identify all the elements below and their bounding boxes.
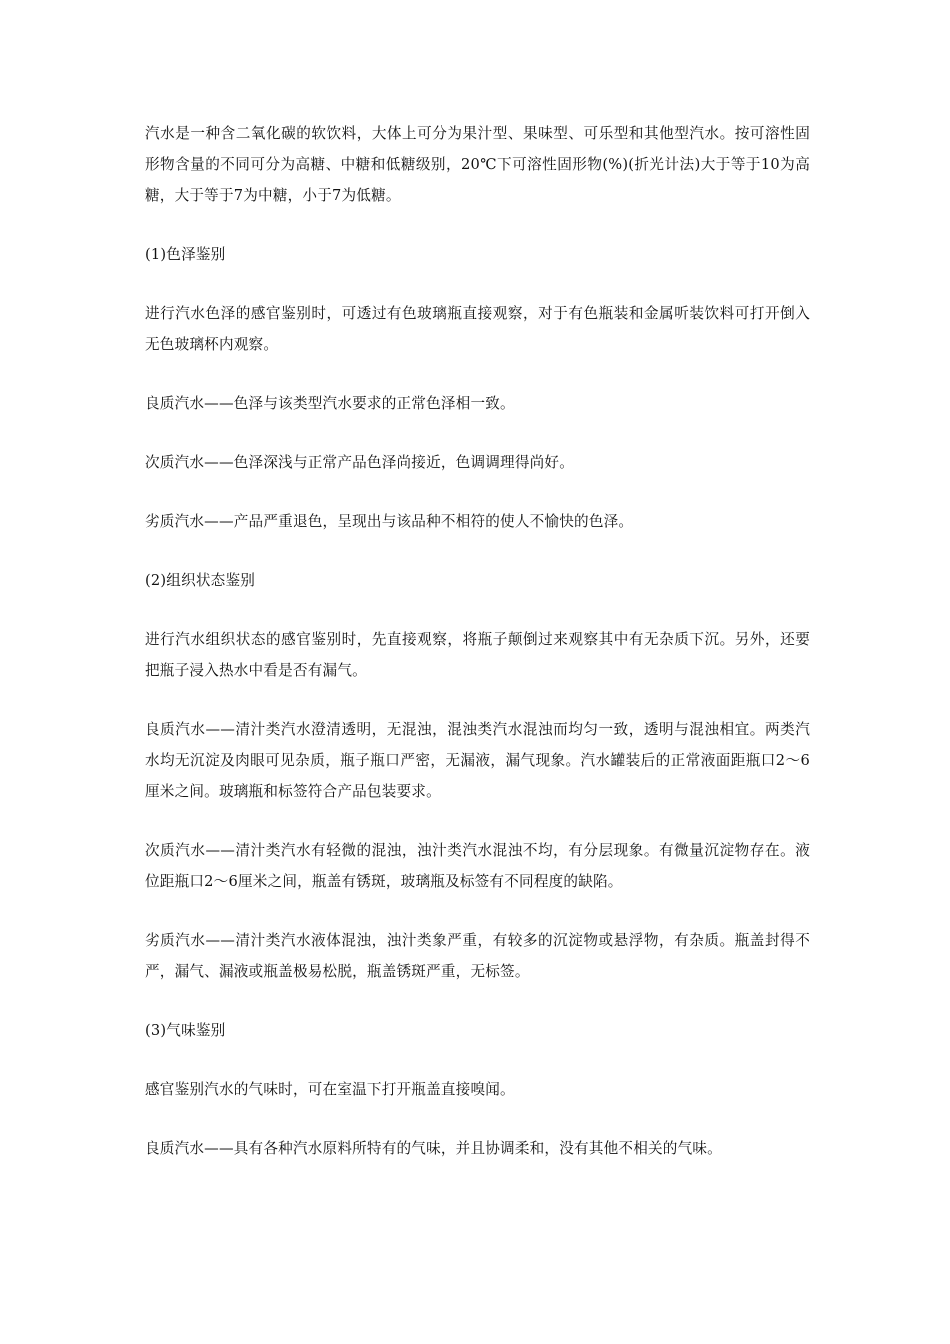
texture-method-paragraph: 进行汽水组织状态的感官鉴别时，先直接观察，将瓶子颠倒过来观察其中有无杂质下沉。另外，还要把瓶子浸入热水中看是否有漏气。 [145,631,810,679]
intro-paragraph: 汽水是一种含二氧化碳的软饮料，大体上可分为果汁型、果味型、可乐型和其他型汽水。按可溶性固形物含量的不同可分为高糖、中糖和低糖级别，20℃下可溶性固形物(%)(折光计法)大于等于10为高糖，大于等于7为中糖，小于7为低糖。 [145,125,810,204]
smell-method-paragraph: 感官鉴别汽水的气味时，可在室温下打开瓶盖直接嗅闻。 [145,1081,515,1098]
section-heading-smell: (3)气味鉴别 [145,1022,226,1039]
color-method-paragraph: 进行汽水色泽的感官鉴别时，可透过有色玻璃瓶直接观察，对于有色瓶装和金属听装饮料可打开倒入无色玻璃杯内观察。 [145,305,810,353]
texture-good-quality: 良质汽水——清汁类汽水澄清透明，无混浊，混浊类汽水混浊而均匀一致，透明与混浊相宜。两类汽水均无沉淀及肉眼可见杂质，瓶子瓶口严密，无漏液，漏气现象。汽水罐装后的正常液面距瓶口2～6厘米之间。玻璃瓶和标签符合产品包装要求。 [145,721,810,800]
smell-good-quality: 良质汽水——具有各种汽水原料所特有的气味，并且协调柔和，没有其他不相关的气味。 [145,1140,722,1157]
texture-poor-quality: 劣质汽水——清汁类汽水液体混浊，浊汁类象严重，有较多的沉淀物或悬浮物，有杂质。瓶盖封得不严，漏气、漏液或瓶盖极易松脱，瓶盖锈斑严重，无标签。 [145,932,810,980]
color-medium-quality: 次质汽水——色泽深浅与正常产品色泽尚接近，色调调理得尚好。 [145,454,575,471]
color-poor-quality: 劣质汽水——产品严重退色，呈现出与该品种不相符的使人不愉快的色泽。 [145,513,634,530]
color-good-quality: 良质汽水——色泽与该类型汽水要求的正常色泽相一致。 [145,395,515,412]
texture-medium-quality: 次质汽水——清汁类汽水有轻微的混浊，浊汁类汽水混浊不均，有分层现象。有微量沉淀物存在。液位距瓶口2～6厘米之间，瓶盖有锈斑，玻璃瓶及标签有不同程度的缺陷。 [145,842,810,890]
section-heading-texture: (2)组织状态鉴别 [145,572,256,589]
section-heading-color: (1)色泽鉴别 [145,246,226,263]
document-body [145,118,810,1192]
